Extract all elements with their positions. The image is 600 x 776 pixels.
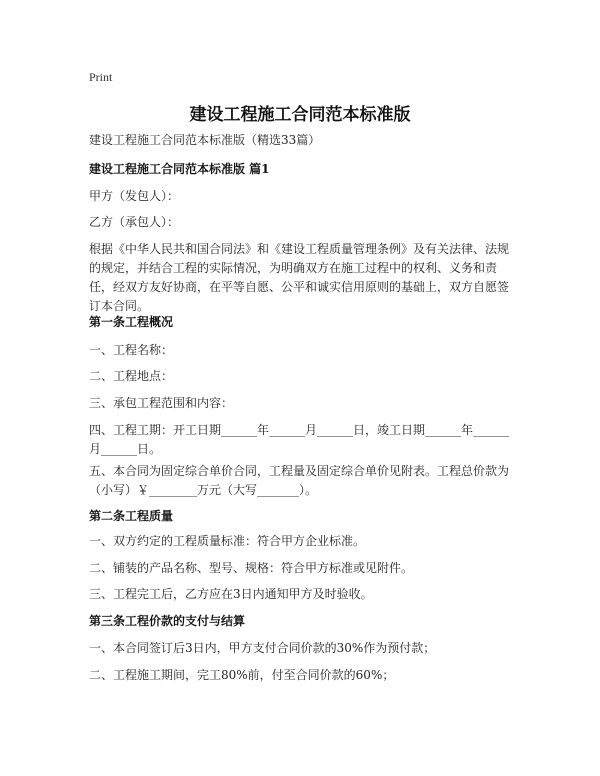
article1-item-location: 二、工程地点： xyxy=(89,369,174,383)
print-link[interactable]: Print xyxy=(89,70,113,84)
document-subtitle: 建设工程施工合同范本标准版（精选33篇） xyxy=(89,133,321,147)
article1-item-name: 一、工程名称： xyxy=(89,343,174,357)
article1-item-scope: 三、承包工程范围和内容： xyxy=(89,396,234,410)
article3-item-advance: 一、本合同签订后3日内，甲方支付合同价款的30%作为预付款； xyxy=(89,641,436,655)
article3-heading: 第三条工程价款的支付与结算 xyxy=(89,614,246,628)
article2-item-products: 二、铺装的产品名称、型号、规格：符合甲方标准或见附件。 xyxy=(89,561,414,575)
article3-item-progress: 二、工程施工期间，完工80%前，付至合同价款的60%； xyxy=(89,668,395,682)
article1-heading: 第一条工程概况 xyxy=(89,315,174,329)
article1-item-schedule: 四、工程工期：开工日期______年______月______日，竣工日期______年______月______日。 xyxy=(89,423,510,456)
party-b-line: 乙方（承包人）： xyxy=(89,215,180,229)
article2-item-standard: 一、双方约定的工程质量标准：符合甲方企业标准。 xyxy=(89,534,366,548)
section-heading: 建设工程施工合同范本标准版 篇1 xyxy=(89,162,270,176)
preamble-paragraph: 根据《中华人民共和国合同法》和《建设工程质量管理条例》及有关法律、法规的规定，并结合工程的实际情况，为明确双方在施工过程中的权利、义务和责任，经双方友好协商，在平等自愿、公平和诚实信用原则的基础上，双方自愿签订本合同。 xyxy=(89,242,510,313)
party-a-line: 甲方（发包人）： xyxy=(89,189,180,203)
document-title: 建设工程施工合同范本标准版 xyxy=(189,105,411,125)
article2-item-acceptance: 三、工程完工后，乙方应在3日内通知甲方及时验收。 xyxy=(89,587,373,601)
article2-heading: 第二条工程质量 xyxy=(89,509,174,523)
article1-item-price: 五、本合同为固定综合单价合同，工程量及固定综合单价见附表。工程总价款为（小写）￥________万元（大写_______）。 xyxy=(89,464,510,497)
